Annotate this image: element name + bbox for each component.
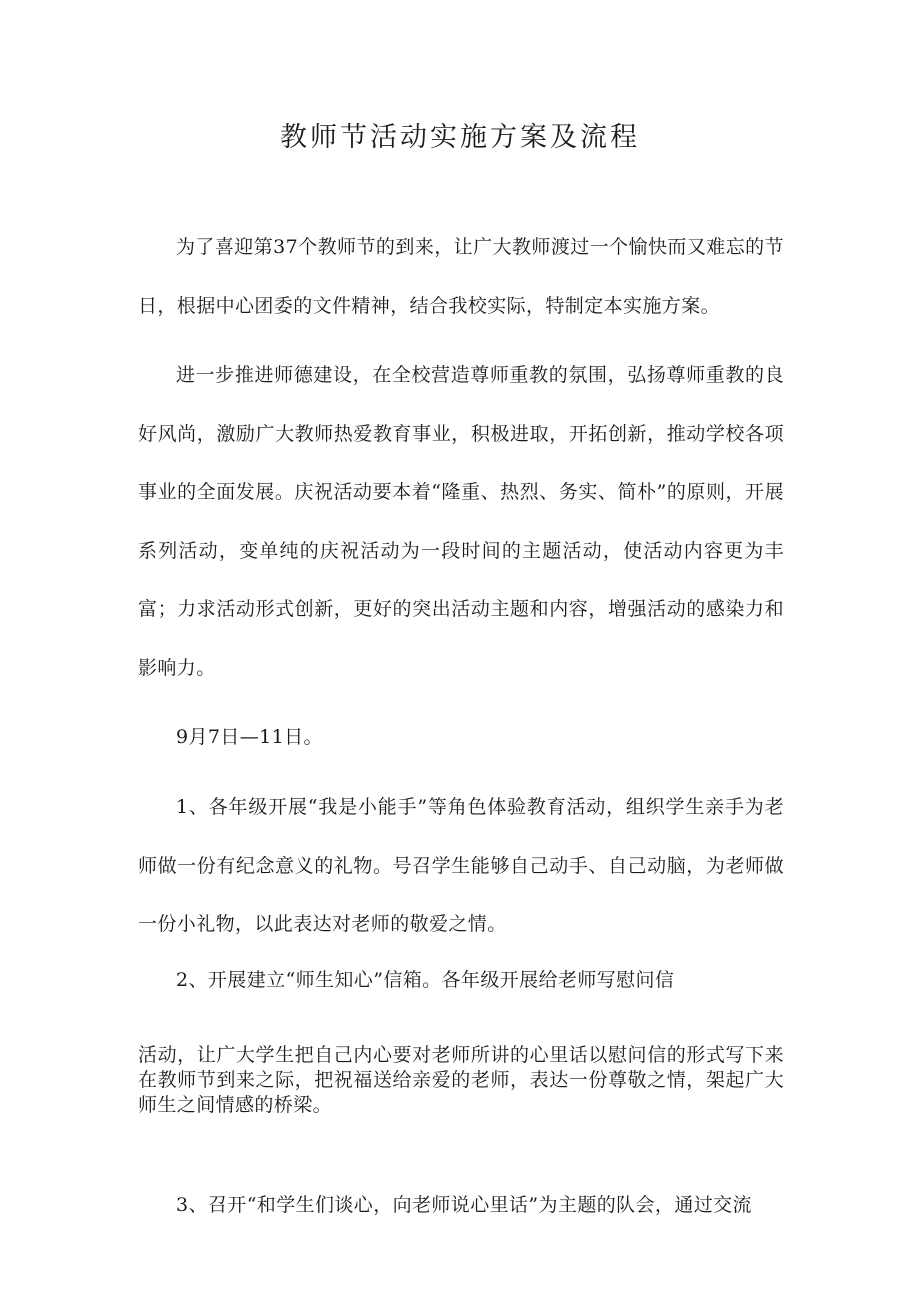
paragraph-time: 9月7日—11日。 <box>176 726 323 748</box>
paragraph-activity-3: 3、召开“和学生们谈心，向老师说心里话”为主题的队会，通过交流 <box>176 1194 752 1216</box>
paragraph-activity-1: 1、各年级开展“我是小能手”等角色体验教育活动，组织学生亲手为老师做一份有纪念意义的礼物。号召学生能够自己动手、自己动脑，为老师做一份小礼物，以此表达对老师的敬爱之情。 <box>138 796 784 935</box>
document-title: 教师节活动实施方案及流程 <box>280 122 640 153</box>
paragraph-intro: 为了喜迎第37个教师节的到来，让广大教师渡过一个愉快而又难忘的节日，根据中心团委的文件精神，结合我校实际，特制定本实施方案。 <box>138 236 784 317</box>
paragraph-activity-2-continued: 活动，让广大学生把自己内心要对老师所讲的心里话以慰问信的形式写下来在教师节到来之际，把祝福送给亲爱的老师，表达一份尊敬之情，架起广大师生之间情感的桥梁。 <box>138 1044 784 1116</box>
paragraph-purpose: 进一步推进师德建设，在全校营造尊师重教的氛围，弘扬尊师重教的良好风尚，激励广大教师热爱教育事业，积极进取，开拓创新，推动学校各项事业的全面发展。庆祝活动要本着“隆重、热烈、务实、简朴”的原则，开展系列活动，变单纯的庆祝活动为一段时间的主题活动，使活动内容更为丰富；力求活动形式创新，更好的突出活动主题和内容，增强活动的感染力和影响力。 <box>138 364 784 679</box>
paragraph-activity-2: 2、开展建立“师生知心”信箱。各年级开展给老师写慰问信 <box>176 969 675 991</box>
